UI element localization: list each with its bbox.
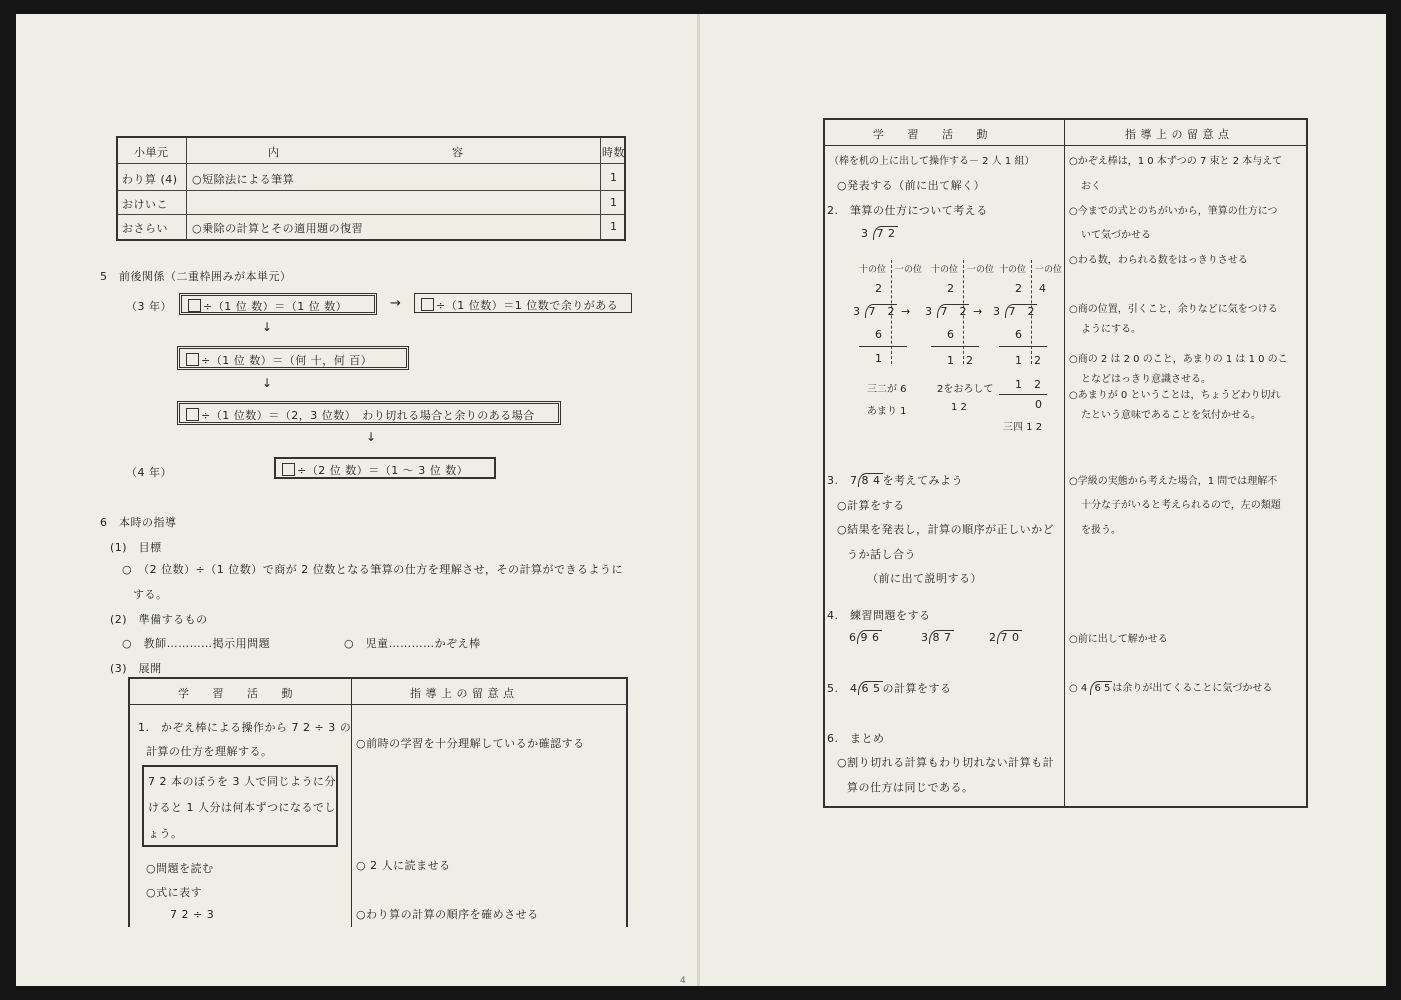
expr-3-72: 3 7 2 xyxy=(861,227,896,240)
row2-unit: おけいこ xyxy=(122,198,168,211)
goal-text-1: ○ （2 位数）÷（1 位数）で商が 2 位数となる筆算の仕方を理解させ，その計算ができるように xyxy=(122,563,623,576)
activity-2: 2. 筆算の仕方について考える xyxy=(827,204,988,217)
unit-table xyxy=(116,136,626,241)
activity-present: ○発表する（前に出て解く） xyxy=(837,179,986,192)
note-rods-1: ○かぞえ棒は，1 0 本ずつの 7 束と 2 本与えて xyxy=(1069,156,1283,167)
problem-box xyxy=(142,765,338,847)
note-remainder: ○ 4 6 5 は余りが出てくることに気づかせる xyxy=(1069,683,1273,694)
activity-read: ○問題を読む xyxy=(146,862,214,875)
page-number: 4 xyxy=(680,976,686,986)
arrow-right-1: → xyxy=(390,296,402,311)
activity-1-line1: 1. かぞえ棒による操作から 7 2 ÷ 3 の xyxy=(138,721,352,734)
box-1digit-1digit: ÷（1 位 数）＝（1 位 数） xyxy=(179,293,377,315)
note-class-1: ○学級の実態から考えた場合，1 問では理解不 xyxy=(1069,476,1278,487)
dev-label: (3) 展開 xyxy=(110,662,162,675)
arrow-down-2: ↓ xyxy=(262,376,273,390)
activity-expr: ○式に表す xyxy=(146,886,203,899)
hours-header: 時数 xyxy=(602,146,625,159)
row1-hours: 1 xyxy=(610,171,618,184)
activity-discuss-2: うか話し合う xyxy=(847,548,916,561)
problem-line1: 7 2 本のぼうを 3 人で同じように分 xyxy=(148,775,336,788)
note-1: ○前時の学習を十分理解しているか確認する xyxy=(356,737,585,750)
arrow-down-1: ↓ xyxy=(262,320,273,334)
expression: 7 2 ÷ 3 xyxy=(170,908,215,921)
note-method-1: ○今までの式とのちがいから，筆算の仕方につ xyxy=(1069,206,1278,217)
note-zero-2: たという意味であることを気付かせる。 xyxy=(1081,410,1261,421)
note-zero-1: ○あまりが 0 ということは，ちょうどわり切れ xyxy=(1069,390,1281,401)
note-rods-2: おく xyxy=(1081,181,1101,192)
col2-header: 指 導 上 の 留 意 点 xyxy=(1125,128,1230,141)
long-division-steps: 十の位 一の位 十の位 一の位 十の位 一の位 2 2 2 4 3 7 2 → 3 7 2 → 3 7 2 6 6 6 1 1 2 1 2 1 2 0 三二が 6 あまり 1 2をおろして 1 2 三四 1 2 xyxy=(853,256,1063,436)
note-quotient-1: ○商の 2 は 2 0 のこと，あまりの 1 は 1 0 のこ xyxy=(1069,354,1288,365)
prep-label: (2) 準備するもの xyxy=(110,613,208,626)
note-front: ○前に出して解かせる xyxy=(1069,634,1168,645)
activity-1-line2: 計算の仕方を理解する。 xyxy=(146,745,273,758)
box-2digit-divisor: ÷（2 位 数）＝（1 ～ 3 位 数） xyxy=(274,457,496,479)
activity-4: 4. 練習問題をする xyxy=(827,609,931,622)
prep-child: ○ 児童…………かぞえ棒 xyxy=(344,637,481,650)
box-remainder: ÷（1 位数）＝1 位数で余りがある xyxy=(414,293,632,313)
left-page xyxy=(16,14,697,986)
row1-unit: わり算 (4) xyxy=(122,173,178,186)
row3-unit: おさらい xyxy=(122,222,168,235)
summary-1: ○割り切れる計算もわり切れない計算も計 xyxy=(837,756,1055,769)
note-class-2: 十分な子がいると考えられるので，左の類題 xyxy=(1081,500,1281,511)
activity-6: 6. まとめ xyxy=(827,732,885,745)
summary-2: 算の仕方は同じである。 xyxy=(847,781,974,794)
activity-table xyxy=(823,118,1308,808)
goal-text-2: する。 xyxy=(133,588,168,601)
col1-header: 学 習 活 動 xyxy=(873,128,988,141)
development-table xyxy=(128,677,628,927)
goal-label: (1) 目標 xyxy=(110,541,162,554)
problem-line3: ょう。 xyxy=(148,827,183,840)
prep-teacher: ○ 教師…………掲示用問題 xyxy=(122,637,271,650)
activity-discuss-3: （前に出て説明する） xyxy=(867,572,982,585)
row3-hours: 1 xyxy=(610,220,618,233)
box-2-3digits: ÷（1 位数）＝（2，3 位数） わり切れる場合と余りのある場合 xyxy=(177,401,561,425)
activity-5: 5. 4 6 5 の計算をする xyxy=(827,682,952,695)
note-position-2: ようにする。 xyxy=(1081,324,1141,335)
note-2: ○ 2 人に読ませる xyxy=(356,859,451,872)
note-3: ○わり算の計算の順序を確めさせる xyxy=(356,908,539,921)
section5-heading: 5 前後関係（二重枠囲みが本単元） xyxy=(100,270,292,283)
grade4-label: （4 年） xyxy=(126,466,172,479)
practice-3: 2 7 0 xyxy=(989,631,1020,644)
row2-hours: 1 xyxy=(610,196,618,209)
content-header: 内 容 xyxy=(268,146,464,159)
dev-col1-header: 学 習 活 動 xyxy=(178,687,293,700)
activity-discuss-1: ○結果を発表し，計算の順序が正しいかど xyxy=(837,523,1055,536)
note-method-2: いて気づかせる xyxy=(1081,230,1151,241)
box-tens-hundreds: ÷（1 位 数）＝（何 十，何 百） xyxy=(177,346,409,370)
practice-2: 3 8 7 xyxy=(921,631,952,644)
note-position-1: ○商の位置，引くこと，余りなどに気をつける xyxy=(1069,304,1278,315)
activity-3: 3. 7 8 4 を考えてみよう xyxy=(827,474,963,487)
activity-calc: ○計算をする xyxy=(837,499,905,512)
arrow-down-3: ↓ xyxy=(366,430,377,444)
practice-1: 6 9 6 xyxy=(849,631,880,644)
note-quotient-2: となどはっきり意識させる。 xyxy=(1081,374,1211,385)
unit-header: 小単元 xyxy=(134,146,169,159)
problem-line2: けると 1 人分は何本ずつになるでし xyxy=(148,801,336,814)
activity-pair-op: （棒を机の上に出して操作する－ 2 人 1 組） xyxy=(829,156,1035,167)
section6-heading: 6 本時の指導 xyxy=(100,516,177,529)
row1-content: ○短除法による筆算 xyxy=(192,173,295,186)
dev-col2-header: 指 導 上 の 留 意 点 xyxy=(410,687,515,700)
grade3-label: （3 年） xyxy=(126,300,172,313)
note-class-3: を扱う。 xyxy=(1081,525,1121,536)
right-page xyxy=(700,14,1386,986)
note-divisor: ○わる数，わられる数をはっきりさせる xyxy=(1069,255,1248,266)
row3-content: ○乗除の計算とその適用題の復習 xyxy=(192,222,364,235)
